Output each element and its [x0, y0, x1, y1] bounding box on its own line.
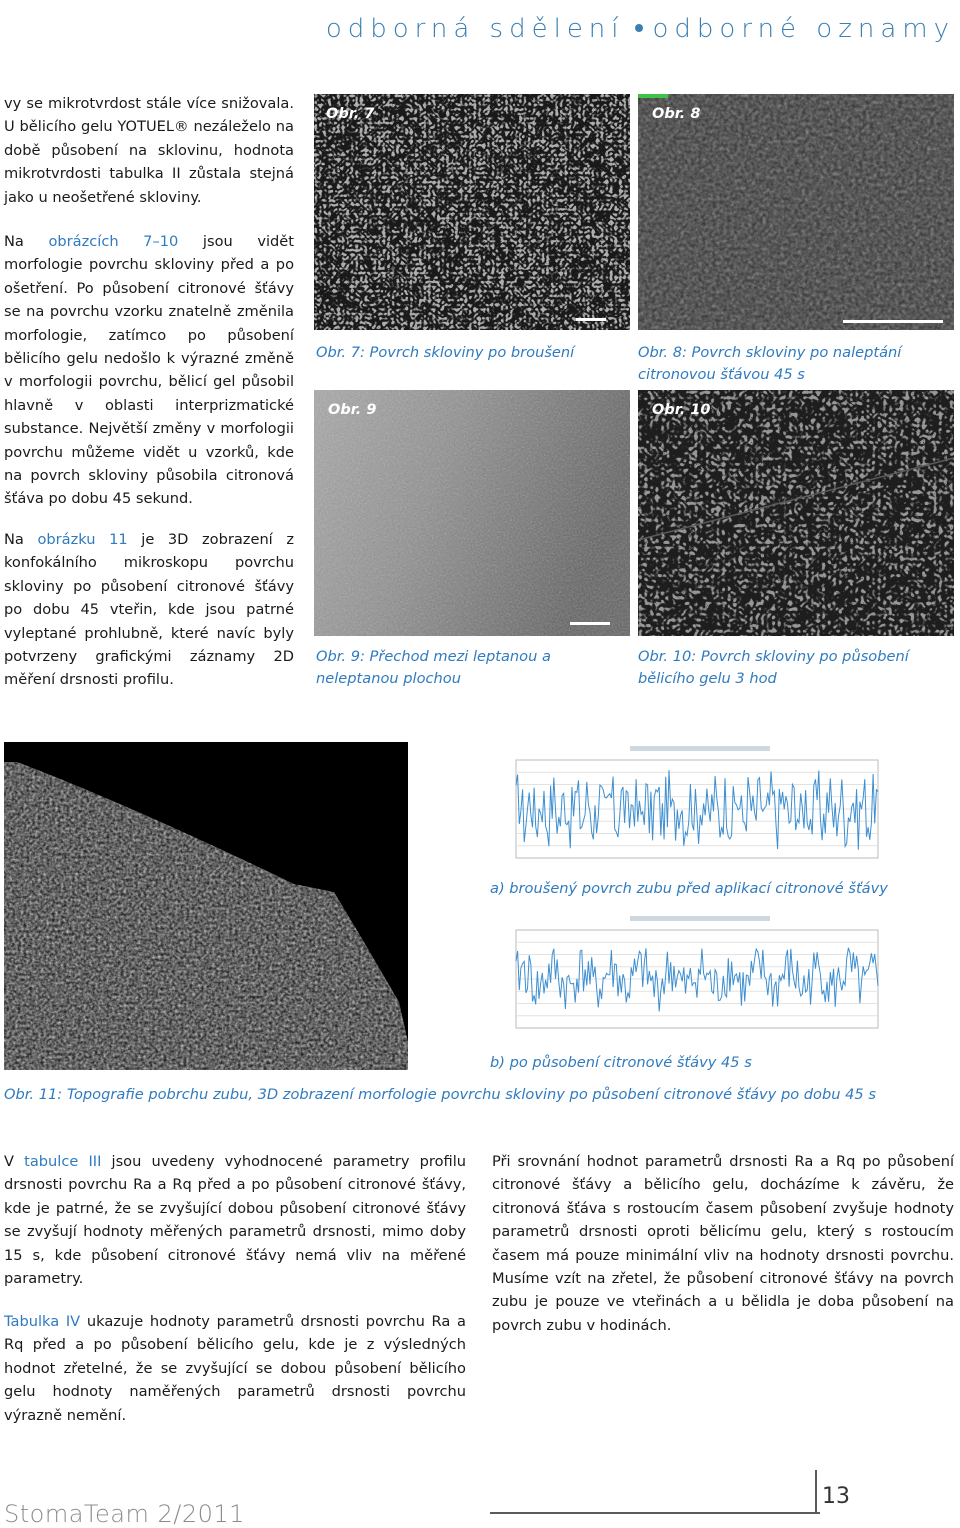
figure-10-label: Obr. 10	[652, 402, 711, 418]
roughness-profile-line	[516, 770, 878, 850]
figure-11b-caption: b) po působení citronové šťávy 45 s	[490, 1054, 752, 1071]
footer-rule-vertical	[815, 1470, 817, 1514]
header-right: odborné oznamy	[652, 14, 955, 44]
bottom-left-p1-pre: V	[4, 1153, 25, 1170]
figure-8-label: Obr. 8	[652, 106, 701, 122]
figure-9-image	[314, 390, 630, 636]
sem-image-7	[314, 94, 630, 330]
figure-11-label: Obr. 11	[327, 756, 386, 772]
chart-header-text	[630, 746, 770, 751]
col1-paragraph-1	[4, 92, 294, 209]
page-number: 13	[822, 1484, 850, 1509]
figure-11a-caption: a) broušený povrch zubu před aplikací citronové šťávy	[490, 880, 888, 897]
chart-header-text	[630, 916, 770, 921]
figure-7-caption: Obr. 7: Povrch skloviny po broušení	[316, 344, 575, 361]
figure-10-caption: Obr. 10: Povrch skloviny po působení bělicího gelu 3 hod	[638, 648, 909, 687]
figure-8-caption: Obr. 8: Povrch skloviny po naleptání citronovou šťávou 45 s	[638, 344, 902, 383]
col1-paragraph-3	[4, 528, 294, 692]
col1-p2-pre: Na	[4, 233, 49, 250]
figure-link[interactable]: obrázcích 7–10	[48, 233, 179, 250]
figure-11-caption-text: : Topografie pobrchu zubu, 3D zobrazení morfologie povrchu skloviny po působení citronové šťávy po dobu 45 s	[57, 1086, 876, 1103]
journal-brand: StomaTeam 2/2011	[4, 1500, 245, 1528]
roughness-profile-line	[516, 948, 878, 1012]
col1-p3-post: je 3D zobrazení z konfokálního mikroskopu povrchu skloviny po působení citronové šťávy po dobu 45 vteřin, kde jsou patrné vyleptané prohlubně, které navíc byly potvrzeny grafickými záznamy 2D měření drsnosti profilu.	[4, 531, 294, 689]
col1-p2-post: jsou vidět morfologie povrchu skloviny před a po ošetření. Po působení citronové šťávy se na povrchu vzorku znatelně změnila morfologie, zatímco po působení bělicího gelu nedošlo k výrazné změně v morfologii povrchu, bělicí gel působil hlavně v oblasti interprizmatické substance. Největší změny v morfologii povrchu můžeme vidět u vzorků, kde na povrch skloviny působila citronová šťáva po dobu 45 sekund.	[4, 233, 294, 508]
profile-chart-a-svg	[490, 740, 886, 872]
sem-image-9	[314, 390, 630, 636]
figure-link[interactable]: obrázku 11	[37, 531, 128, 548]
confocal-3d-image	[4, 742, 408, 1070]
sem-image-8	[638, 94, 954, 330]
col1-p1-text: vy se mikrotvrdost stále více snižovala. U bělicího gelu YOTUEL® nezáleželo na době působení na sklovinu, hodnota mikrotvrdosti tabulka II zůstala stejná jako u neošetřené skloviny.	[4, 95, 294, 206]
profile-chart-b-svg	[490, 910, 886, 1042]
bottom-left-paragraph-2	[4, 1310, 466, 1427]
figure-11-caption-prefix: Obr.	[4, 1086, 39, 1103]
header-left: odborná sdělení	[325, 14, 625, 44]
page-header	[0, 14, 955, 44]
figure-9-label: Obr. 9	[328, 402, 377, 418]
bullet-icon	[635, 24, 643, 32]
bottom-right-p1-text: Při srovnání hodnot parametrů drsnosti Ra a Rq po působení citronové šťávy a bělicího gelu, docházíme k závěru, že citronová šťáva s rostoucím časem působení zvyšuje hodnoty parametrů drsnosti oproti bělicímu gelu, který s rostoucím časem má pouze minimální vliv na hodnoty drsnosti povrchu. Musíme vzít na zřetel, že působení citronové šťávy na povrch zubu je pouze ve vteřinách a u bělidla je doba působení na povrch zubu v hodinách.	[492, 1153, 954, 1334]
footer-rule	[490, 1512, 820, 1514]
figure-9-caption: Obr. 9: Přechod mezi leptanou a neleptanou plochou	[316, 648, 551, 687]
figure-11-caption	[4, 1084, 954, 1106]
figure-8-image	[638, 94, 954, 330]
figure-11-caption-num: 11	[38, 1086, 58, 1103]
figure-7-label: Obr. 7	[326, 106, 375, 122]
profile-chart-a	[490, 740, 886, 872]
table-link[interactable]: tabulce III	[24, 1153, 102, 1170]
sem-image-10	[638, 390, 954, 636]
bottom-right-paragraph-1	[492, 1150, 954, 1337]
profile-chart-b	[490, 910, 886, 1042]
bottom-left-p2-post: ukazuje hodnoty parametrů drsnosti povrchu Ra a Rq před a po působení bělicího gelu, kde je z výsledných hodnot zřetelné, že se zvyšující se dobou působení bělicího gelu hodnoty naměřených parametrů drsnosti povrchu výrazně nemění.	[4, 1313, 466, 1424]
figure-7-image	[314, 94, 630, 330]
bottom-left-p1-post: jsou uvedeny vyhodnocené parametry profilu drsnosti povrchu Ra a Rq před a po působení citronové šťávy, kde je patrné, že se zvyšující dobou působení citronové šťávy se zvyšují hodnoty měřených parametrů drsnosti, mimo doby 15 s, kde působení citronové šťávy nemá vliv na měřené parametry.	[4, 1153, 467, 1288]
table-link[interactable]: Tabulka IV	[4, 1313, 81, 1330]
figure-10-image	[638, 390, 954, 636]
col1-p3-pre: Na	[4, 531, 38, 548]
bottom-left-paragraph-1	[4, 1150, 466, 1290]
col1-paragraph-2	[4, 230, 294, 511]
figure-11-3d-image	[4, 742, 408, 1070]
